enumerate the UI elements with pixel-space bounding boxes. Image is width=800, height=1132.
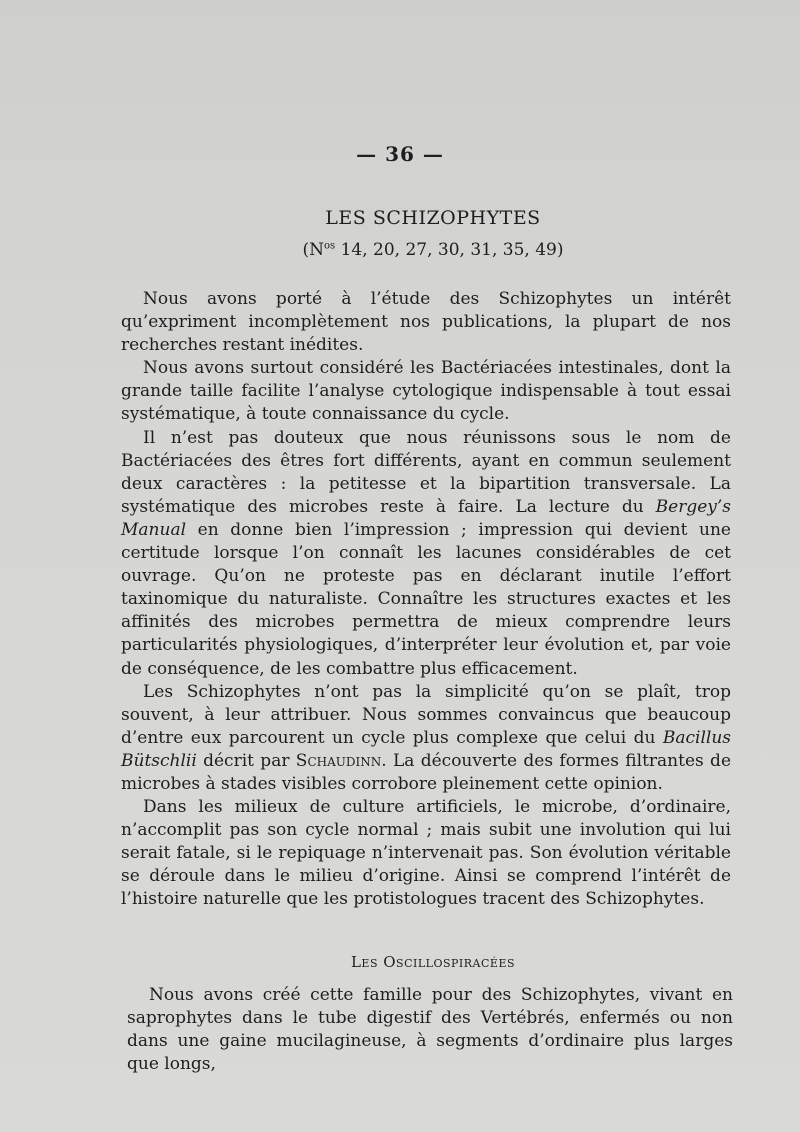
bacillus-name: Bacillus Bütschlii bbox=[121, 727, 731, 771]
section-paragraph: Nous avons créé cette famille pour des Schizophytes, vivant en saprophytes dans le tube digestif des Vertébrés, enfermés ou non dans une gaine mucilagineuse, à segments d’ordinaire plus larges que longs, bbox=[127, 985, 733, 1075]
chapter-references bbox=[0, 240, 800, 260]
refs-numbers: 14, 20, 27, 30, 31, 35, 49) bbox=[335, 240, 564, 260]
chapter-title: LES SCHIZOPHYTES bbox=[325, 207, 541, 229]
bergey-manual-title: Bergey’s Manual bbox=[121, 496, 731, 540]
page-number: — 36 — bbox=[356, 142, 444, 166]
chapter-body bbox=[121, 288, 731, 912]
paragraph-4-part-c: . La découverte des formes filtrantes de microbes à stades visibles corrobore pleinement cette opinion. bbox=[121, 750, 732, 794]
section-title: Les Oscillospiracées bbox=[350, 953, 516, 971]
section-body bbox=[127, 984, 733, 1076]
paragraph-4-part-a: Les Schizophytes n’ont pas la simplicité qu’on se plaît, trop souvent, à leur attribuer. Nous sommes convaincus que beaucoup d’entre eux parcourent un cycle plus complexe que celui du bbox=[121, 681, 731, 748]
refs-superscript: os bbox=[324, 240, 336, 252]
author-name: Schaudinn bbox=[295, 750, 382, 771]
paragraph-3-part-a: Il n’est pas douteux que nous réunissons sous le nom de Bactériacées des êtres fort différents, ayant en commun seulement deux caractères : la petitesse et la bipartition transversale. La systématique des microbes reste à faire. La lecture du bbox=[121, 427, 731, 517]
refs-prefix: (N bbox=[302, 240, 325, 260]
paragraph-4 bbox=[121, 681, 731, 796]
paragraph-2: Nous avons surtout considéré les Bactériacées intestinales, dont la grande taille facilite l’analyse cytologique indispensable à tout essai systématique, à toute connaissance du cycle. bbox=[121, 358, 731, 425]
paragraph-4-part-b: décrit par bbox=[196, 750, 296, 771]
paragraph-3 bbox=[121, 427, 731, 681]
paragraph-3-part-b: en donne bien l’impression ; impression qui devient une certitude lorsque l’on connaît les lacunes considérables de cet ouvrage. Qu’on ne proteste pas en déclarant inutile l’effort taxinomique du naturaliste. Connaître les structures exactes et les affinités des microbes permettra de mieux comprendre leurs particularités physiologiques, d’interpréter leur évolution et, par voie de conséquence, de les combattre plus efficacement. bbox=[121, 519, 731, 679]
paragraph-5: Dans les milieux de culture artificiels, le microbe, d’ordinaire, n’accomplit pas son cycle normal ; mais subit une involution qui lui serait fatale, si le repiquage n’intervenait pas. Son évolution véritable se déroule dans le milieu d’origine. Ainsi se comprend l’intérêt de l’histoire naturelle que les protistologues tracent des Schizophytes. bbox=[121, 797, 731, 910]
paragraph-1: Nous avons porté à l’étude des Schizophytes un intérêt qu’expriment incomplètement nos publications, la plupart de nos recherches restant inédites. bbox=[121, 289, 731, 356]
